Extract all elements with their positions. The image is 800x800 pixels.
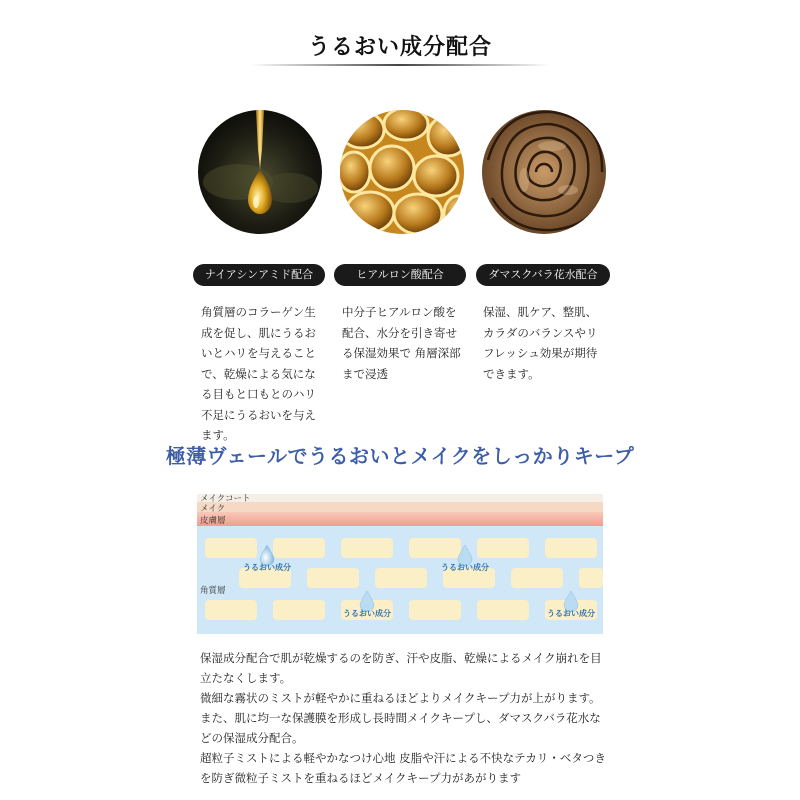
moisture-drop — [239, 544, 295, 573]
hyaluronic-acid-label: ヒアルロン酸配合 — [334, 264, 466, 286]
moisture-drop — [437, 544, 493, 573]
moisture-label: うるおい成分 — [547, 609, 595, 618]
moisture-drop — [339, 590, 395, 619]
product-description — [200, 648, 610, 788]
moisture-label: うるおい成分 — [243, 563, 291, 572]
niacinamide-label: ナイアシンアミド配合 — [193, 264, 325, 286]
description-paragraph-3: 超粒子ミストによる軽やかなつけ心地 皮脂や汗による不快なテカリ・ベタつきを防ぎ微粒子ミストを重ねるほどメイクキープ力があがります — [200, 751, 606, 785]
moisture-label: うるおい成分 — [441, 563, 489, 572]
golden-bubbles-image — [340, 110, 464, 234]
skin-layer-diagram — [197, 494, 603, 634]
golden-rose-image — [482, 110, 606, 234]
skin-layer-label: 皮膚層 — [200, 516, 226, 526]
description-paragraph-2: 微細な霧状のミストが軽やかに重ねるほどよりメイクキープ力が上がります。また、肌に均一な保護膜を形成し長時間メイクキープし、ダマスクバラ花水などの保湿成分配合。 — [200, 691, 601, 745]
makeup-coat-label: メイクコート — [200, 494, 251, 504]
niacinamide-description: 角質層のコラーゲン生成を促し、肌にうるおいとハリを与えることで、乾燥による気になる目もと口もとのハリ不足にうるおいを与えます。 — [201, 305, 316, 442]
oil-drop-image — [198, 110, 322, 234]
makeup-label: メイク — [200, 504, 226, 514]
moisture-label: うるおい成分 — [343, 609, 391, 618]
title-underline — [250, 64, 550, 66]
section-heading: 極薄ヴェールでうるおいとメイクをしっかりキープ — [165, 444, 635, 468]
hyaluronic-acid-description: 中分子ヒアルロン酸を配合、水分を引き寄せる保湿効果で 角層深部まで浸透 — [342, 305, 461, 381]
description-paragraph-1: 保湿成分配合で肌が乾燥するのを防ぎ、汗や皮脂、乾燥によるメイク崩れを目立たなくします。 — [200, 651, 602, 685]
damask-rose-water-label: ダマスクバラ花水配合 — [476, 264, 610, 286]
stratum-corneum-label: 角質層 — [200, 586, 226, 596]
moisture-drop — [543, 590, 599, 619]
page-title: うるおい成分配合 — [307, 35, 492, 60]
damask-rose-water-description: 保湿、肌ケア、整肌、カラダのバランスやリフレッシュ効果が期待できます。 — [483, 305, 598, 381]
